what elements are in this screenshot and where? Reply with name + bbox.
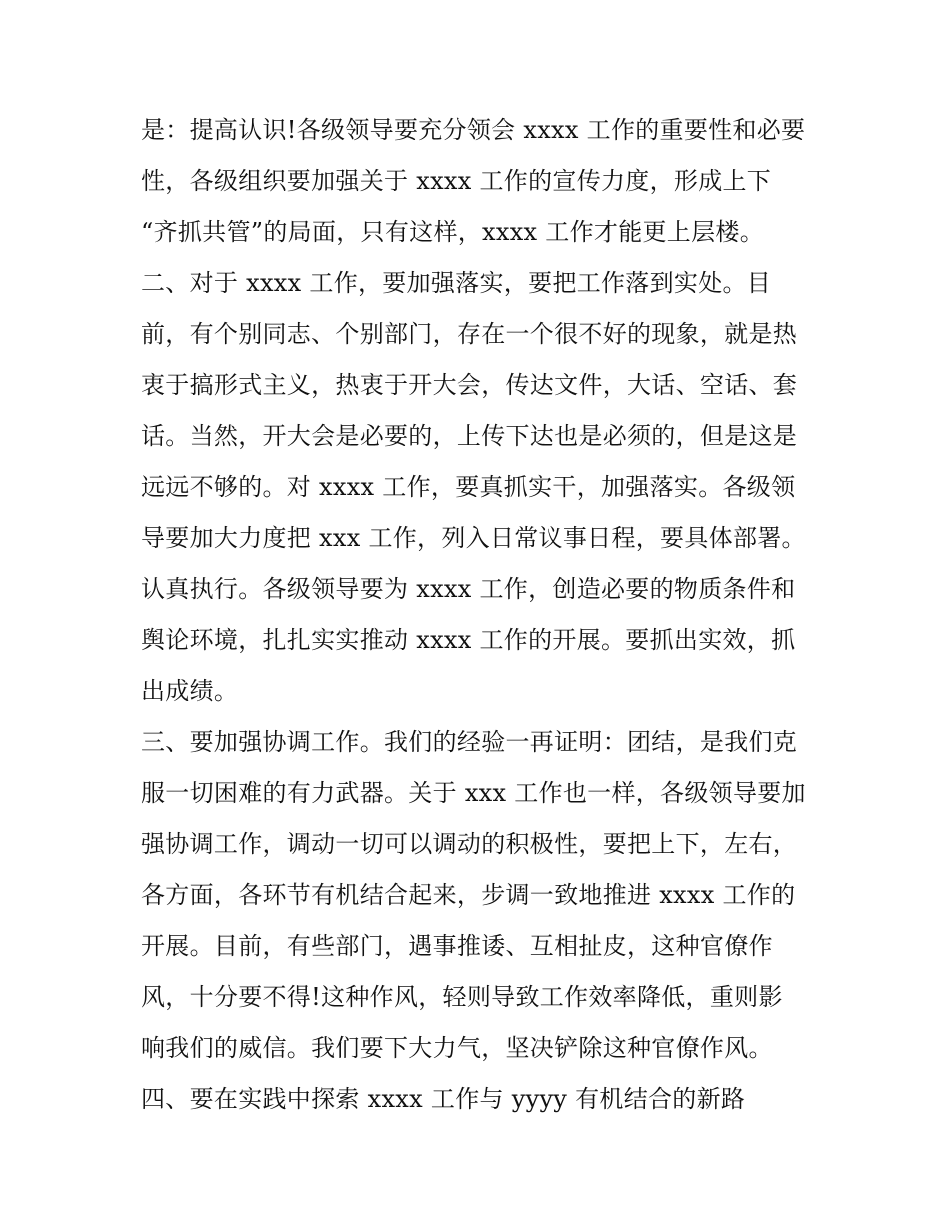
text-line: 前，有个别同志、个别部门，存在一个很不好的现象，就是热 <box>141 320 798 348</box>
text-line: 出成绩。 <box>141 677 239 705</box>
text-line: 导要加大力度把 xxx 工作，列入日常议事日程，要具体部署。 <box>141 524 806 552</box>
text-line: 各方面，各环节有机结合起来，步调一致地推进 xxxx 工作的 <box>141 881 796 909</box>
text-line: 风，十分要不得!这种作风，轻则导致工作效率降低，重则影 <box>141 983 783 1011</box>
text-line: 二、对于 xxxx 工作，要加强落实，要把工作落到实处。目 <box>141 269 772 297</box>
text-line: 舆论环境，扎扎实实推动 xxxx 工作的开展。要抓出实效，抓 <box>141 626 796 654</box>
text-line: 认真执行。各级领导要为 xxxx 工作，创造必要的物质条件和 <box>141 575 796 603</box>
text-line: “齐抓共管”的局面，只有这样，xxxx 工作才能更上层楼。 <box>141 218 765 246</box>
text-line: 三、要加强协调工作。我们的经验一再证明：团结，是我们克 <box>141 728 798 756</box>
text-line: 话。当然，开大会是必要的，上传下达也是必须的，但是这是 <box>141 422 798 450</box>
text-line: 开展。目前，有些部门，遇事推诿、互相扯皮，这种官僚作 <box>141 932 773 960</box>
text-line: 响我们的威信。我们要下大力气，坚决铲除这种官僚作风。 <box>141 1034 773 1062</box>
text-line: 远远不够的。对 xxxx 工作，要真抓实干，加强落实。各级领 <box>141 473 796 501</box>
body-text <box>141 105 821 1125</box>
text-line: 衷于搞形式主义，热衷于开大会，传达文件，大话、空话、套 <box>141 371 798 399</box>
text-line: 强协调工作，调动一切可以调动的积极性，要把上下，左右， <box>141 830 798 858</box>
text-line: 四、要在实践中探索 xxxx 工作与 yyyy 有机结合的新路 <box>141 1085 746 1113</box>
text-line: 性，各级组织要加强关于 xxxx 工作的宣传力度，形成上下 <box>141 167 772 195</box>
text-line: 服一切困难的有力武器。关于 xxx 工作也一样，各级领导要加 <box>141 779 806 807</box>
text-line: 是：提高认识!各级领导要充分领会 xxxx 工作的重要性和必要 <box>141 116 806 144</box>
